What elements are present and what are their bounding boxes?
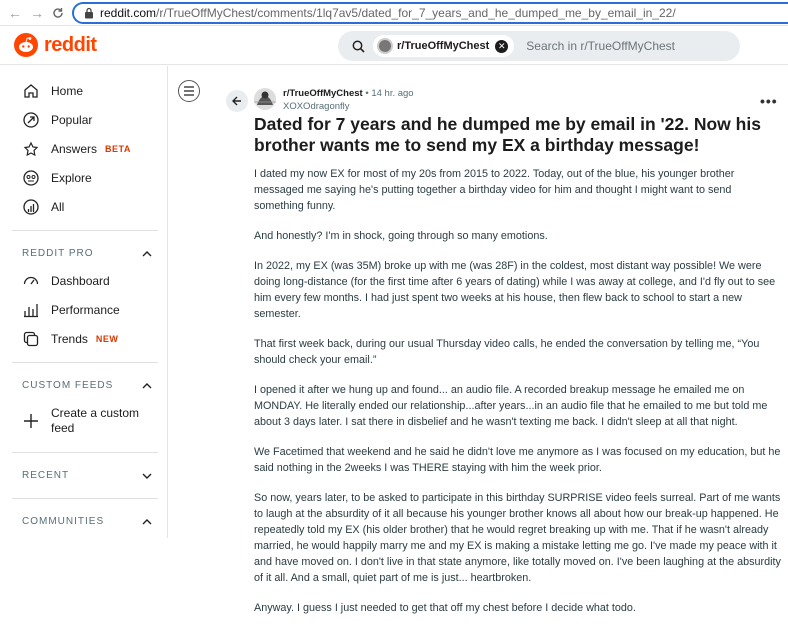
- chevron-down-icon: [142, 473, 152, 479]
- lock-icon: [84, 7, 94, 19]
- sidebar-item-all[interactable]: [22, 198, 64, 216]
- close-icon[interactable]: ✕: [495, 40, 508, 53]
- reload-icon[interactable]: [52, 4, 64, 23]
- chip-label: r/TrueOffMyChest: [397, 40, 490, 52]
- subreddit-avatar[interactable]: [254, 88, 276, 110]
- section-communities[interactable]: [22, 516, 152, 527]
- sidebar-item-label: Trends: [51, 332, 88, 346]
- section-reddit-pro[interactable]: [22, 248, 152, 259]
- browser-toolbar: [0, 0, 788, 26]
- sidebar-divider: [12, 230, 158, 231]
- author-link[interactable]: XOXOdragonfly: [283, 101, 350, 112]
- chevron-up-icon: [142, 519, 152, 525]
- subreddit-avatar-icon: [377, 38, 393, 54]
- section-custom-feeds[interactable]: [22, 380, 152, 391]
- sidebar-item-trends[interactable]: [22, 330, 118, 348]
- section-heading: RECENT: [22, 470, 70, 481]
- post-meta: [283, 88, 414, 112]
- sidebar-item-performance[interactable]: [22, 301, 120, 319]
- sidebar-item-label: Dashboard: [51, 274, 110, 288]
- back-button[interactable]: [226, 90, 248, 112]
- plus-icon: [22, 412, 40, 430]
- answers-icon: [22, 140, 40, 158]
- more-options-icon[interactable]: •••: [760, 93, 778, 109]
- subreddit-search-chip[interactable]: [373, 35, 514, 57]
- home-icon: [22, 82, 40, 100]
- back-arrow-icon[interactable]: ←: [8, 5, 22, 21]
- menu-icon: [183, 86, 195, 96]
- post-paragraph: In 2022, my EX (was 35M) broke up with me (was 28F) in the coldest, most distant way possible! We were doing long-distance (for the first time after 6 years of dating) while I was away at college, and I'd fly out to see him every few months. I had just spent two weeks at his house, then flew back to school to start a new semester.: [254, 260, 776, 320]
- sidebar-divider: [12, 362, 158, 363]
- subreddit-link[interactable]: r/TrueOffMyChest: [283, 88, 363, 99]
- chevron-up-icon: [142, 383, 152, 389]
- all-icon: [22, 198, 40, 216]
- url-host: reddit.com: [100, 6, 157, 20]
- post-paragraph: That first week back, during our usual Thursday video calls, he ended the conversation by telling me, “You should check your email.”: [254, 338, 760, 366]
- post-time: 14 hr. ago: [371, 88, 414, 99]
- beta-badge: BETA: [105, 144, 131, 154]
- new-badge: NEW: [95, 334, 119, 344]
- performance-icon: [22, 301, 40, 319]
- sidebar-item-label: Answers: [51, 142, 98, 156]
- post-body: [254, 166, 784, 630]
- search-bar[interactable]: [338, 31, 740, 61]
- sidebar-item-dashboard[interactable]: [22, 272, 110, 290]
- post-paragraph: I opened it after we hung up and found... an audio file. A recorded breakup message he emailed me on MONDAY. He literally ended our relationship...after years...in an audio file that he emailed to me but told me about 3 days later. I sat there in disbelief and he wasn't texting me back. I didn't sleep at all that night.: [254, 384, 768, 428]
- url-path: /r/TrueOffMyChest/comments/1lq7av5/dated_for_7_years_and_he_dumped_me_by_email_in_22/: [156, 6, 676, 20]
- sidebar-divider: [12, 452, 158, 453]
- sidebar-item-label: Popular: [51, 113, 93, 127]
- create-custom-feed[interactable]: [22, 406, 139, 436]
- forward-arrow-icon[interactable]: →: [30, 5, 44, 21]
- chevron-up-icon: [142, 251, 152, 257]
- search-icon: [352, 40, 365, 53]
- sidebar-item-popular[interactable]: [22, 111, 92, 129]
- subreddit-avatar-icon: [254, 88, 276, 110]
- sidebar-item-label: Explore: [51, 171, 92, 185]
- site-header: [0, 27, 788, 65]
- meta-separator: •: [365, 88, 369, 99]
- sidebar-item-label: All: [51, 200, 65, 214]
- create-feed-label: feed: [51, 421, 75, 435]
- sidebar-item-answers[interactable]: [22, 140, 131, 158]
- sidebar-toggle-button[interactable]: [178, 80, 200, 102]
- sidebar-item-home[interactable]: [22, 82, 83, 100]
- address-bar[interactable]: [72, 2, 788, 24]
- sidebar-item-label: Performance: [51, 303, 120, 317]
- popular-icon: [22, 111, 40, 129]
- post-paragraph: We Facetimed that weekend and he said he didn't love me anymore as I was focused on my education, but he said nothing in the 2weeks I was THERE staying with him the week prior.: [254, 446, 781, 474]
- reddit-logo[interactable]: [14, 33, 97, 57]
- left-sidebar: [0, 66, 168, 538]
- dashboard-icon: [22, 272, 40, 290]
- search-placeholder[interactable]: Search in r/TrueOffMyChest: [526, 39, 676, 53]
- logo-wordmark: reddit: [44, 33, 97, 56]
- post-paragraph: I dated my now EX for most of my 20s from 2015 to 2022. Today, out of the blue, his younger brother messaged me saying he's putting together a birthday video for him and thought I might want to send something funny.: [254, 168, 735, 212]
- create-feed-label: Create a custom: [51, 406, 140, 420]
- back-arrow-icon: [231, 95, 243, 107]
- sidebar-item-label: Home: [51, 84, 84, 98]
- post-paragraph: So now, years later, to be asked to participate in this birthday SURPRISE video feels surreal. Part of me wants to laugh at the absurdity of it all because his younger brother knows all about how our break-up happened. He repeatedly told my EX (his older brother) that he would regret breaking up with me. That if he wasn't already married, he would happily marry me and my EX is making a mistake letting me go. I've made my peace with it and have moved on. I don't live in that state anymore, like totally moved on. I've been laughing at the absurdity of it all. And a small, quiet part of me is just... heartbroken.: [254, 492, 781, 584]
- section-heading: REDDIT PRO: [22, 248, 94, 259]
- post-paragraph: Anyway. I guess I just needed to get that off my chest before I decide what todo.: [254, 602, 636, 614]
- sidebar-item-explore[interactable]: [22, 169, 92, 187]
- section-heading: CUSTOM FEEDS: [22, 380, 114, 391]
- explore-icon: [22, 169, 40, 187]
- post-paragraph: And honestly? I'm in shock, going through so many emotions.: [254, 230, 548, 242]
- section-heading: COMMUNITIES: [22, 516, 105, 527]
- sidebar-divider: [12, 498, 158, 499]
- trends-icon: [22, 330, 40, 348]
- reddit-alien-icon: [14, 33, 38, 57]
- section-recent[interactable]: [22, 470, 152, 481]
- post-title: Dated for 7 years and he dumped me by email in '22. Now his brother wants me to send my EX a birthday message!: [254, 114, 761, 155]
